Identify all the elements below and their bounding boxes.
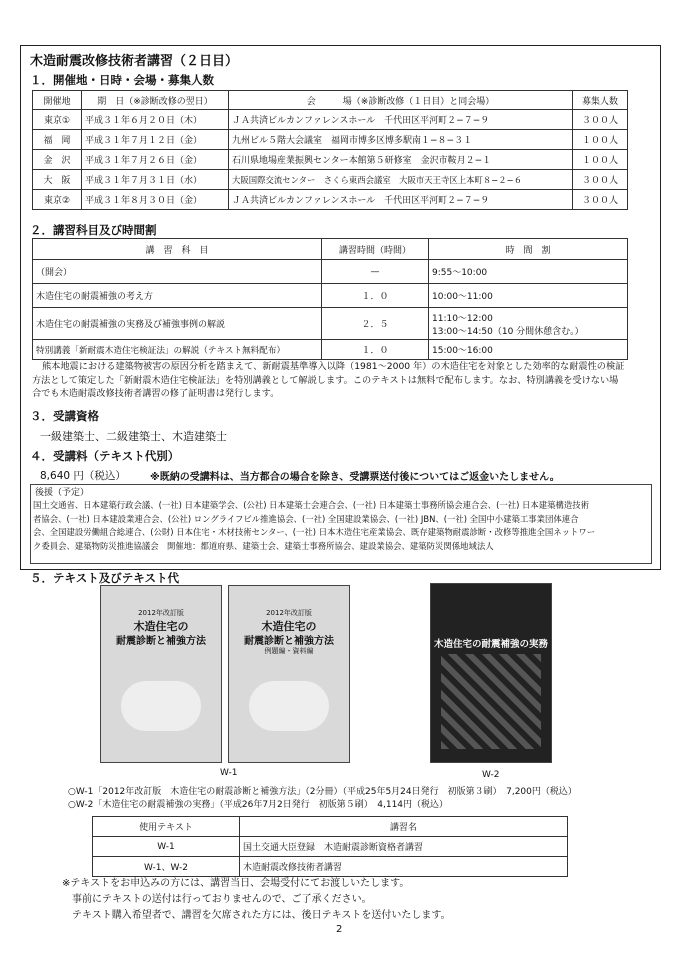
note-line: 方法として策定した「新耐震木造住宅検証法」を特別講義として解説します。このテキストは無料で配布します。なお、特別講義を受けない場 [32, 374, 619, 386]
schedule-header-hours: 講習時間（時間） [322, 239, 429, 260]
venue-capacity: ３００人 [573, 190, 628, 210]
section1-heading: １．開催地・日時・会場・募集人数 [30, 73, 214, 87]
schedule-hours: ２．５ [322, 308, 429, 340]
section2-heading: ２．講習科目及び時間割 [30, 223, 157, 237]
venue-place: 福 岡 [33, 130, 82, 150]
venue-hall: ＪＡ共済ビルカンファレンスホール 千代田区平河町２−７−９ [229, 190, 573, 210]
textbook-usage-table [92, 816, 568, 877]
venue-place: 東京② [33, 190, 82, 210]
textbook-cover-w1-volume2 [228, 585, 350, 763]
note-line: テキスト購入希望者で、講習を欠席された方には、後日テキストを送付いたします。 [72, 910, 451, 921]
schedule-hours: １．０ [322, 340, 429, 360]
book-edition: 2012年改訂版 [138, 609, 184, 617]
venue-header-capacity: 募集人数 [573, 91, 628, 110]
table-row [33, 308, 628, 340]
book-title-line2: 耐震診断と補強方法 [116, 636, 206, 647]
usage-header-text: 使用テキスト [93, 817, 240, 837]
note-line: 事前にテキストの送付は行っておりませんので、ご了承ください。 [72, 894, 372, 905]
schedule-subject: 木造住宅の耐震補強の考え方 [33, 284, 322, 308]
venue-hall: 大阪国際交流センター さくら東西会議室 大阪市天王寺区上本町８−２−６ [229, 170, 573, 190]
usage-header-course: 講習名 [240, 817, 568, 837]
venue-date: 平成３１年６月２０日（木） [82, 110, 229, 130]
sponsor-line: ク委員会、建築物防災推進協議会 開催地：都道府県、建築士会、建築士事務所協会、建設業協会、建築防災関係地域法人 [33, 540, 494, 551]
venue-header-date: 期 日（※診断改修の翌日） [82, 91, 229, 110]
sponsor-label: 後援（予定） [35, 488, 90, 498]
book-edition: 2012年改訂版 [266, 609, 312, 617]
section3-heading: ３．受講資格 [30, 409, 99, 423]
venue-header-place: 開催地 [33, 91, 82, 110]
venue-capacity: １００人 [573, 130, 628, 150]
venue-date: 平成３１年８月３０日（金） [82, 190, 229, 210]
venue-date: 平成３１年７月１２日（金） [82, 130, 229, 150]
sponsor-box [30, 484, 652, 564]
table-row [93, 837, 568, 857]
section5-heading: ５．テキスト及びテキスト代 [30, 571, 180, 585]
note-line: 熊本地震における建築物被害の原因分析を踏まえて、新耐震基準導入以降（1981〜2000 年）の木造住宅を対象とした効率的な耐震性の検証 [42, 361, 625, 372]
textbook-item-w1: ○W-1「2012年改訂版 木造住宅の耐震診断と補強方法」（2分冊）（平成25年5月24日発行 初版第３刷） 7,200円（税込） [68, 787, 577, 797]
book-title-line1: 木造住宅の耐震補強の実務 [433, 639, 548, 650]
venue-capacity: １００人 [573, 150, 628, 170]
sponsor-line: 会、全国建設労働組合総連合、(公財) 日本住宅・木材技術センター、(一社) 日本木造住宅産業協会、既存建築物耐震診断・改修等推進全国ネットワー [33, 527, 596, 537]
usage-course: 木造耐震改修技術者講習 [240, 857, 568, 877]
table-row [33, 130, 628, 150]
schedule-hours: — [322, 260, 429, 284]
table-row [33, 190, 628, 210]
venue-hall: 九州ビル５階大会議室 福岡市博多区博多駅南１−８−３１ [229, 130, 573, 150]
schedule-header-timetable: 時 間 割 [429, 239, 628, 260]
book-title-line1: 木造住宅の [261, 620, 317, 633]
schedule-time: 11:10〜12:00 [432, 313, 493, 324]
document-title: 木造耐震改修技術者講習（２日目） [30, 54, 239, 69]
sponsor-line: 者協会、(一社) 日本建設業連合会、(公社) ロングライフビル推進協会、(一社) 全国建設業協会、(一社) JBN、(一社) 全国中小建築工事業団体連合 [33, 513, 579, 524]
usage-text: W-1 [93, 837, 240, 857]
venue-date: 平成３１年７月３１日（水） [82, 170, 229, 190]
textbook-item-w2: ○W-2「木造住宅の耐震補強の実務」（平成26年7月2日発行 初版第５刷） 4,114円（税込） [68, 800, 449, 810]
venue-place: 東京① [33, 110, 82, 130]
note-line: ※テキストをお申込みの方には、講習当日、会場受付にてお渡しいたします。 [62, 878, 410, 889]
pattern-illustration [441, 654, 541, 749]
special-lecture-note [32, 360, 652, 401]
schedule-subject: （開会） [33, 260, 322, 284]
textbook-list [68, 786, 577, 812]
book-caption-w1: W-1 [220, 768, 238, 778]
sponsor-line: 国土交通省、日本建築行政会議、(一社) 日本建築学会、(公社) 日本建築士会連合会、(一社) 日本建築士事務所協会連合会、(一社) 日本建築構造技術 [33, 500, 590, 510]
schedule-time-cell [429, 308, 628, 340]
schedule-time: 9:55〜10:00 [429, 260, 628, 284]
eligibility-text: 一級建築士、二級建築士、木造建築士 [40, 430, 227, 443]
venue-capacity: ３００人 [573, 110, 628, 130]
usage-text: W-1、W-2 [93, 857, 240, 877]
textbook-cover-w1-volume1 [100, 585, 222, 763]
book-subtitle: 例題編・資料編 [264, 647, 314, 655]
schedule-subject: 特別講義「新耐震木造住宅検証法」の解説（テキスト無料配布） [33, 340, 322, 360]
schedule-time: 10:00〜11:00 [429, 284, 628, 308]
schedule-hours: １．０ [322, 284, 429, 308]
venue-place: 大 阪 [33, 170, 82, 190]
venue-header-hall: 会 場（※診断改修（１日目）と同会場） [229, 91, 573, 110]
page-number: 2 [336, 924, 343, 935]
table-row [33, 260, 628, 284]
usage-course: 国土交通大臣登録 木造耐震診断資格者講習 [240, 837, 568, 857]
table-row [33, 110, 628, 130]
schedule-time-afternoon: 13:00〜14:50（10 分間休憩含む。） [432, 326, 584, 337]
venue-hall: 石川県地場産業振興センター本館第５研修室 金沢市鞍月２−１ [229, 150, 573, 170]
fee-text: 8,640 円（税込） [40, 470, 126, 482]
table-row [33, 170, 628, 190]
houses-illustration [121, 681, 201, 731]
book-title-line2: 耐震診断と補強方法 [244, 636, 334, 647]
schedule-time: 15:00〜16:00 [429, 340, 628, 360]
venue-hall: ＪＡ共済ビルカンファレンスホール 千代田区平河町２−７−９ [229, 110, 573, 130]
section4-heading: ４．受講料（テキスト代別） [30, 449, 180, 463]
schedule-table [32, 238, 628, 360]
textbook-cover-w2 [430, 583, 552, 763]
book-caption-w2: W-2 [482, 770, 500, 780]
schedule-header-subject: 講 習 科 目 [33, 239, 322, 260]
schedule-subject: 木造住宅の耐震補強の実務及び補強事例の解説 [33, 308, 322, 340]
refund-notice: ※既納の受講料は、当方都合の場合を除き、受講票送付後についてはご返金いたしません。 [150, 472, 560, 483]
sponsor-list [33, 499, 595, 553]
venue-capacity: ３００人 [573, 170, 628, 190]
note-line: 合でも木造耐震改修技術者講習の修了証明書は発行します。 [32, 388, 280, 400]
venue-date: 平成３１年７月２６日（金） [82, 150, 229, 170]
table-row [33, 340, 628, 360]
houses-illustration [249, 681, 329, 731]
venue-table [32, 90, 628, 210]
textbook-notes [62, 876, 451, 924]
book-title-line1: 木造住宅の [133, 620, 189, 633]
venue-place: 金 沢 [33, 150, 82, 170]
table-row [93, 857, 568, 877]
table-row [33, 284, 628, 308]
table-row [33, 150, 628, 170]
